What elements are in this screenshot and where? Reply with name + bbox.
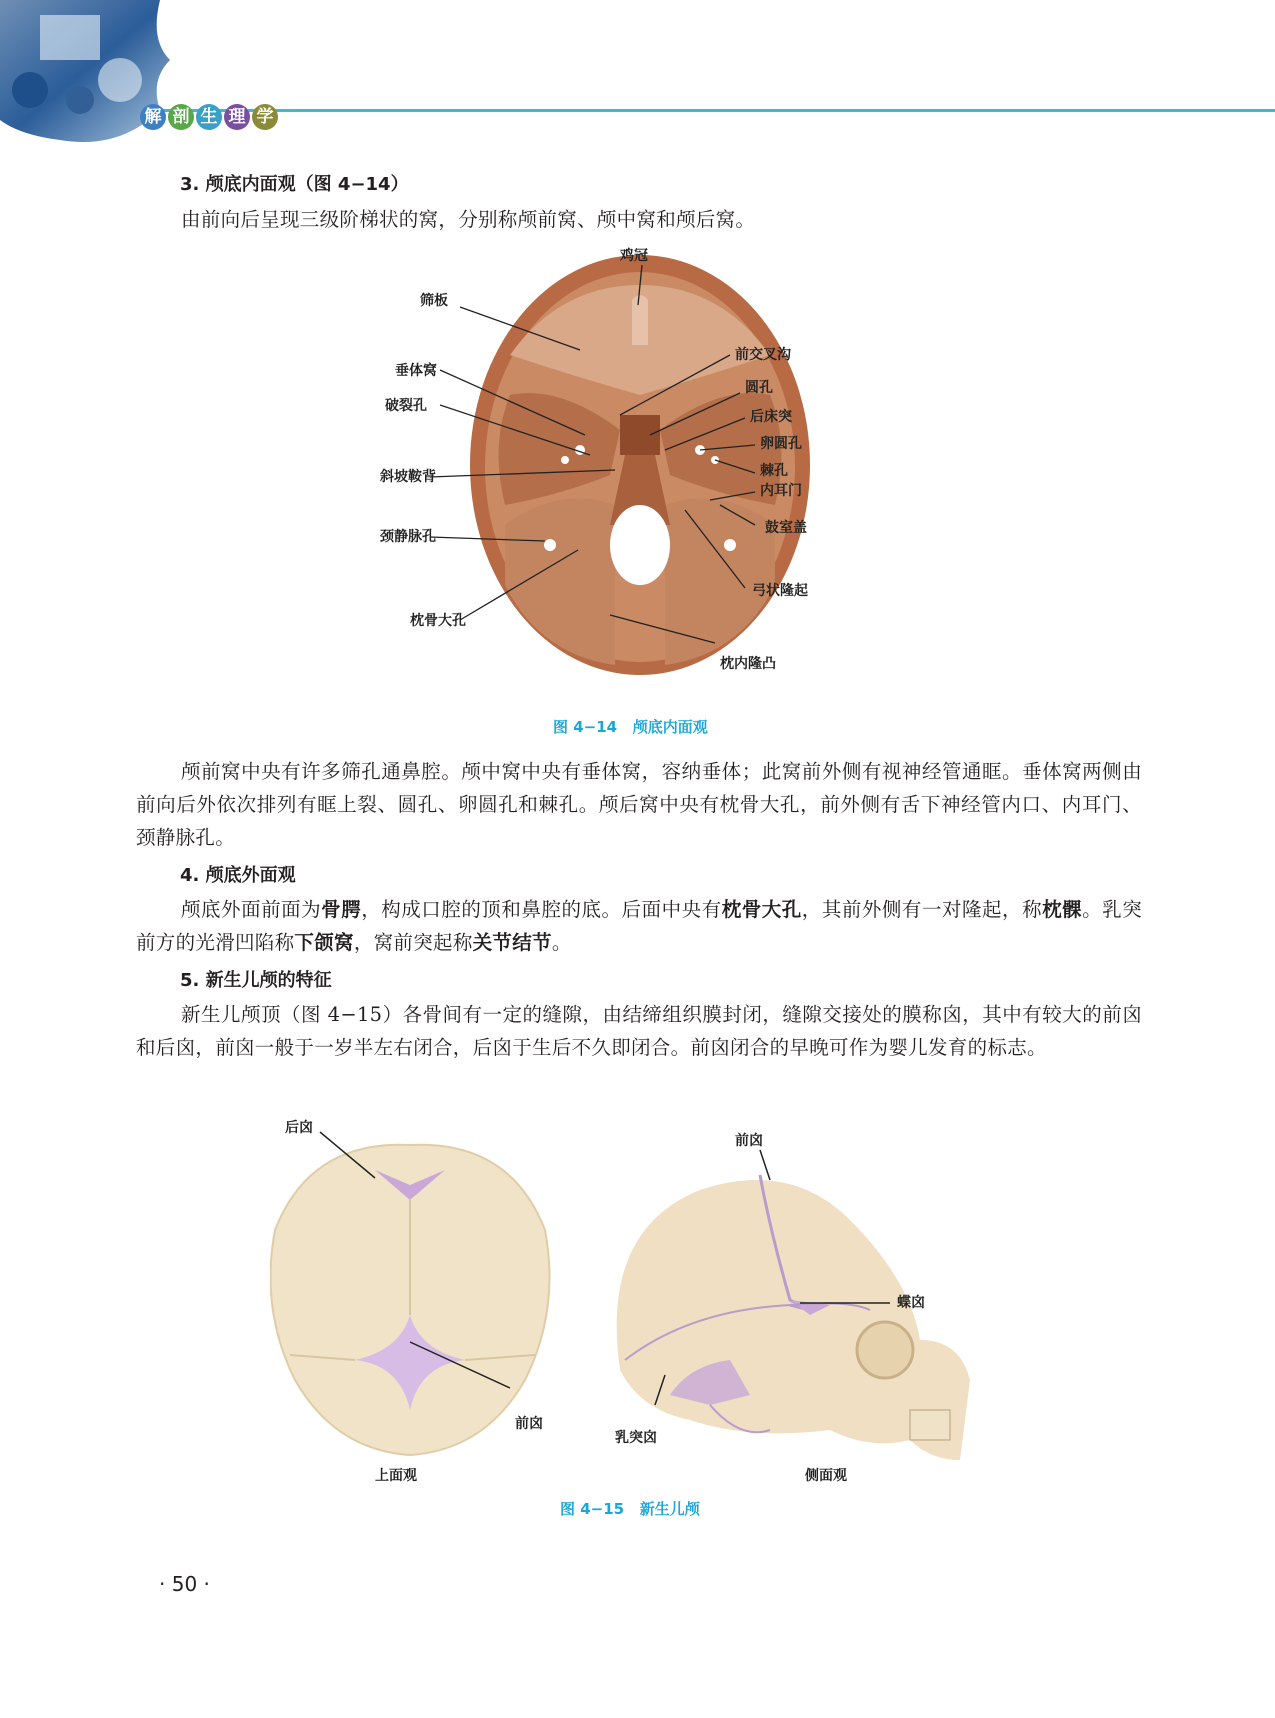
book-title-char: 学 [252, 104, 278, 130]
label-jiguan: 鸡冠 [620, 248, 648, 264]
label-yuankong: 圆孔 [745, 380, 773, 396]
label-gushigai: 鼓室盖 [765, 520, 807, 536]
text-run: 颅底外面前面为 [181, 898, 322, 921]
caption-text: 颅底内面观 [632, 718, 708, 736]
label-zhenguda: 枕骨大孔 [410, 613, 466, 629]
newborn-skull-top-view [271, 1145, 550, 1455]
text-run: ，构成口腔的顶和鼻腔的底。后面中央有 [361, 898, 722, 921]
section5-heading [180, 966, 332, 992]
skull-base-illustration [470, 255, 810, 675]
term-bold: 枕髁 [1042, 898, 1083, 921]
label-qianxin-top: 前囟 [515, 1416, 543, 1432]
term-bold: 骨腭 [321, 898, 362, 921]
section3-heading-text: 颅底内面观（图 4−14） [205, 174, 409, 195]
label-rutuxin: 乳突囟 [615, 1430, 657, 1446]
label-zhennei: 枕内隆凸 [720, 656, 776, 672]
book-title-char: 理 [224, 104, 250, 130]
text-run: 。乳突前方的光滑凹陷称 [136, 898, 1143, 954]
section5-text: 新生儿颅顶（图 4−15）各骨间有一定的缝隙，由结缔组织膜封闭，缝隙交接处的膜称囟，其中有较大的前囟和后囟，前囟一般于一岁半左右闭合，后囟于生后不久即闭合。前囟闭合的早晚可作为婴儿发育的标志。 [136, 1003, 1142, 1059]
section4-heading-text: 颅底外面观 [205, 865, 296, 886]
label-jikong: 棘孔 [760, 463, 788, 479]
label-gongzhuang: 弓状隆起 [752, 583, 808, 599]
book-title [140, 104, 300, 134]
label-view-side: 侧面观 [805, 1468, 847, 1484]
caption-text: 新生儿颅 [639, 1500, 700, 1518]
label-qianjiaochagou: 前交叉沟 [735, 347, 791, 363]
book-title-char: 剖 [168, 104, 194, 130]
figure-4-15-caption [560, 1498, 700, 1519]
caption-number: 图 4−14 [553, 718, 618, 736]
term-bold: 下颌窝 [294, 931, 354, 954]
section4-heading [180, 861, 296, 887]
page-number: · 50 · [159, 1572, 210, 1596]
term-bold: 枕骨大孔 [721, 898, 802, 921]
figure-4-15 [270, 1110, 1030, 1490]
text-run: 。 [551, 931, 572, 954]
header-rule [150, 109, 1275, 112]
label-diexin: 蝶囟 [897, 1295, 925, 1311]
label-polie: 破裂孔 [385, 398, 427, 414]
newborn-skull-side-view [617, 1175, 970, 1460]
label-jingjingmai: 颈静脉孔 [380, 529, 436, 545]
label-houxin: 后囟 [285, 1120, 313, 1136]
label-neiermen: 内耳门 [760, 483, 802, 499]
section3-text: 由前向后呈现三级阶梯状的窝，分别称颅前窝、颅中窝和颅后窝。 [181, 208, 756, 231]
section5-heading-text: 新生儿颅的特征 [205, 970, 332, 991]
book-title-char: 生 [196, 104, 222, 130]
paragraph-fossae: 颅前窝中央有许多筛孔通鼻腔。颅中窝中央有垂体窝，容纳垂体；此窝前外侧有视神经管通眶。垂体窝两侧由前向后外依次排列有眶上裂、圆孔、卵圆孔和棘孔。颅后窝中央有枕骨大孔，前外侧有舌下神经管内口、内耳门、颈静脉孔。 [136, 760, 1142, 849]
caption-number: 图 4−15 [560, 1500, 625, 1518]
figure-4-14-caption [553, 716, 708, 737]
book-title-char: 解 [140, 104, 166, 130]
section5-heading-num: 5. [180, 970, 200, 991]
term-bold: 关节结节 [472, 931, 552, 954]
label-houchuangtu: 后床突 [750, 409, 792, 425]
label-luanyuankong: 卵圆孔 [760, 436, 802, 452]
label-xiepo: 斜坡鞍背 [380, 469, 436, 485]
label-chuitiwo: 垂体窝 [395, 363, 437, 379]
text-run: ，窝前突起称 [353, 931, 473, 954]
label-shaiban: 筛板 [420, 293, 448, 309]
text-run: ，其前外侧有一对隆起，称 [801, 898, 1043, 921]
label-qianxin-side: 前囟 [735, 1133, 763, 1149]
section4-text [136, 893, 1142, 959]
label-view-top: 上面观 [375, 1468, 417, 1484]
figure-4-14 [380, 245, 900, 690]
section3-heading-num: 3. [180, 174, 200, 195]
section3-heading [180, 170, 409, 196]
section4-heading-num: 4. [180, 865, 200, 886]
